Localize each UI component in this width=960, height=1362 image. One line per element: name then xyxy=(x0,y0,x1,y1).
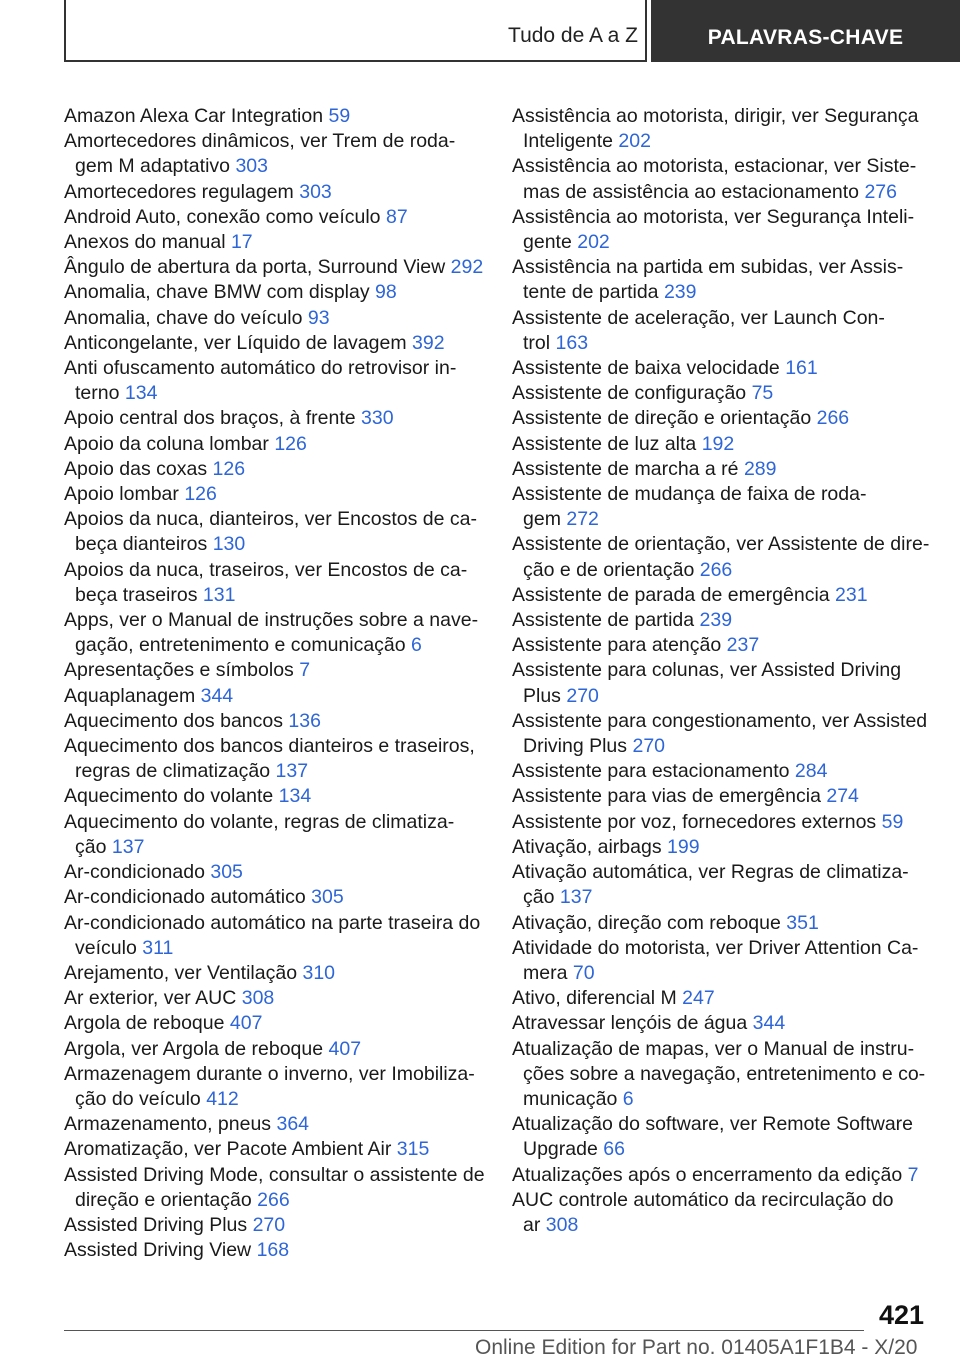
index-entry xyxy=(64,482,489,507)
index-entry-text: Anticongelante, ver Líquido de lavagem xyxy=(64,331,407,354)
page-reference-link[interactable]: 134 xyxy=(124,382,158,405)
index-entry-text: Assistente por voz, fornecedores externos xyxy=(512,810,877,833)
index-entry-text: gem xyxy=(523,508,561,531)
index-entry-text: Ativação automática, ver Regras de climatiza- xyxy=(512,861,909,884)
index-entry-text: Amazon Alexa Car Integration xyxy=(64,105,324,127)
index-entry-text: ção e de orientação xyxy=(523,558,695,581)
index-entry-text: ção xyxy=(75,835,107,858)
index-entry-text: Assistente para colunas, ver Assisted Driving xyxy=(512,659,902,682)
page-reference-link[interactable]: 137 xyxy=(275,760,309,783)
index-entry xyxy=(512,104,932,154)
index-entry-text: Armazenagem durante o inverno, ver Imobiliza- xyxy=(64,1062,475,1085)
page-reference-link[interactable]: 270 xyxy=(252,1213,286,1236)
index-entry-text: beça dianteiros xyxy=(75,533,208,556)
index-entry-text: Assistente de marcha a ré xyxy=(512,457,739,480)
index-entry-text: veículo xyxy=(75,936,137,959)
page-reference-link[interactable]: 266 xyxy=(816,407,850,430)
index-entry-text: Assistente para atenção xyxy=(512,634,722,657)
page-reference-link[interactable]: 6 xyxy=(411,634,422,657)
index-entry-text: Assistente de aceleração, ver Launch Con- xyxy=(512,306,885,329)
footer-rule xyxy=(64,1330,864,1331)
index-entry xyxy=(512,381,932,406)
index-entry-text: ção do veículo xyxy=(75,1087,201,1110)
index-entry-text: Argola, ver Argola de reboque xyxy=(64,1037,324,1060)
index-entry-text: Atualização de mapas, ver o Manual de instru- xyxy=(512,1037,915,1060)
page-reference-link[interactable]: 168 xyxy=(256,1239,290,1262)
index-entry xyxy=(512,356,932,381)
index-entry xyxy=(512,432,932,457)
index-entry-text: Assistência ao motorista, estacionar, ver Siste- xyxy=(512,155,917,178)
page-reference-link[interactable]: 131 xyxy=(202,583,236,606)
page-reference-link[interactable]: 310 xyxy=(302,961,336,984)
index-entry xyxy=(64,961,489,986)
index-entry xyxy=(512,835,932,860)
index-entry-text: Assistente para congestionamento, ver Assisted xyxy=(512,709,928,732)
index-entry-text: Assisted Driving Plus xyxy=(64,1213,248,1236)
page-reference-link[interactable]: 305 xyxy=(210,861,243,884)
index-entry-text: Atualização do software, ver Remote Software xyxy=(512,1113,914,1136)
index-entry-text: Assistente de partida xyxy=(512,609,695,632)
page-reference-link[interactable]: 247 xyxy=(682,987,715,1010)
page-reference-link[interactable]: 59 xyxy=(881,810,904,833)
index-entry-text: Assisted Driving View xyxy=(64,1239,252,1262)
page-reference-link[interactable]: 239 xyxy=(663,281,697,304)
index-entry xyxy=(64,658,489,683)
index-entry xyxy=(512,255,932,305)
index-entry xyxy=(64,432,489,457)
index-entry xyxy=(64,406,489,431)
index-entry-text: Assistente de mudança de faixa de roda- xyxy=(512,483,867,506)
index-entry-text: Anti ofuscamento automático do retrovisor in- xyxy=(64,357,457,380)
index-entry xyxy=(64,1037,489,1062)
index-entry xyxy=(64,331,489,356)
index-entry xyxy=(512,911,932,936)
page-reference-link[interactable]: 311 xyxy=(142,936,174,959)
page-reference-link[interactable]: 303 xyxy=(235,155,268,178)
index-entry-text: Assistência ao motorista, ver Segurança Inteli- xyxy=(512,205,915,228)
index-entry-text: Apoio das coxas xyxy=(64,457,208,480)
index-entry xyxy=(64,784,489,809)
page-reference-link[interactable]: 412 xyxy=(206,1087,239,1110)
index-entry-text: Aquecimento dos bancos dianteiros e traseiros, xyxy=(64,735,475,758)
page-reference-link[interactable]: 199 xyxy=(667,835,700,858)
page-reference-link[interactable]: 272 xyxy=(566,508,599,531)
index-entry xyxy=(64,180,489,205)
page-reference-link[interactable]: 137 xyxy=(559,886,593,909)
index-entry xyxy=(64,860,489,885)
index-entry xyxy=(512,1188,932,1238)
index-entry-text: Ar-condicionado xyxy=(64,861,205,884)
index-entry xyxy=(64,734,489,784)
index-entry-text: Amortecedores regulagem xyxy=(64,180,294,203)
index-entry-text: Android Auto, conexão como veículo xyxy=(64,205,381,228)
index-entry-text: Assistente de orientação, ver Assistente de dire- xyxy=(512,533,930,556)
page-reference-link[interactable]: 344 xyxy=(752,1012,786,1035)
page-reference-link[interactable]: 70 xyxy=(572,961,595,984)
page-reference-link[interactable]: 163 xyxy=(555,331,589,354)
index-entry-text: Apoios da nuca, dianteiros, ver Encostos de ca- xyxy=(64,508,477,531)
page-reference-link[interactable]: 134 xyxy=(278,785,312,808)
page-reference-link[interactable]: 93 xyxy=(307,306,330,329)
index-column-right xyxy=(512,104,932,1238)
index-entry-text: Ar exterior, ver AUC xyxy=(64,987,237,1010)
index-entry-text: Apresentações e símbolos xyxy=(64,659,294,682)
index-entry xyxy=(512,306,932,356)
index-entry xyxy=(512,608,932,633)
index-entry-text: Ar-condicionado automático xyxy=(64,886,306,909)
index-entry-text: gem M adaptativo xyxy=(75,155,231,178)
index-entry xyxy=(512,532,932,582)
page-reference-link[interactable]: 266 xyxy=(699,558,733,581)
index-entry-text: Apoio da coluna lombar xyxy=(64,432,269,455)
index-entry-text: Ativo, diferencial M xyxy=(512,987,677,1010)
index-entry xyxy=(64,709,489,734)
page-reference-link[interactable]: 308 xyxy=(545,1213,579,1236)
page-number: 421 xyxy=(878,1300,924,1330)
page-reference-link[interactable]: 137 xyxy=(111,835,145,858)
page-reference-link[interactable]: 276 xyxy=(864,180,897,203)
page-reference-link[interactable]: 364 xyxy=(276,1113,310,1136)
index-entry xyxy=(512,986,932,1011)
index-entry-text: Atualizações após o encerramento da edição xyxy=(512,1163,903,1186)
page-reference-link[interactable]: 344 xyxy=(200,684,234,707)
page-reference-link[interactable]: 289 xyxy=(743,457,777,480)
index-entry-text: Plus xyxy=(523,684,561,707)
index-entry-text: ção xyxy=(523,886,555,909)
index-entry-text: Ativação, direção com reboque xyxy=(512,911,781,934)
index-entry xyxy=(512,406,932,431)
index-entry xyxy=(64,1163,489,1213)
index-entry-text: Ativação, airbags xyxy=(512,835,662,858)
index-entry xyxy=(64,306,489,331)
index-entry-text: Assistente de luz alta xyxy=(512,432,697,455)
page-reference-link[interactable]: 392 xyxy=(412,331,445,354)
index-entry-text: Aquecimento do volante xyxy=(64,785,274,808)
page-reference-link[interactable]: 315 xyxy=(396,1138,430,1161)
index-entry xyxy=(64,1112,489,1137)
index-entry-text: mas de assistência ao estacionamento xyxy=(523,180,860,203)
index-entry-text: Apoio central dos braços, à frente xyxy=(64,407,356,430)
chapter-tab-label: PALAVRAS-CHAVE xyxy=(707,26,904,49)
index-entry-text: regras de climatização xyxy=(75,760,271,783)
index-entry-text: Anomalia, chave do veículo xyxy=(64,306,303,329)
index-entry-text: mera xyxy=(523,961,568,984)
index-entry-text: AUC controle automático da recirculação do xyxy=(512,1188,894,1211)
index-entry xyxy=(512,457,932,482)
page-reference-link[interactable]: 126 xyxy=(212,457,246,480)
index-entry xyxy=(64,558,489,608)
index-entry xyxy=(64,1137,489,1162)
page-reference-link[interactable]: 87 xyxy=(385,205,408,228)
index-entry-text: Armazenamento, pneus xyxy=(64,1113,272,1136)
index-entry-text: Apoios da nuca, traseiros, ver Encostos de ca- xyxy=(64,558,468,581)
page-reference-link[interactable]: 17 xyxy=(230,231,253,254)
index-entry xyxy=(64,129,489,179)
index-entry-text: Assistente para estacionamento xyxy=(512,760,790,783)
index-entry-text: Arejamento, ver Ventilação xyxy=(64,961,298,984)
index-entry xyxy=(64,1213,489,1238)
index-entry-text: ções sobre a navegação, entretenimento e co- xyxy=(523,1062,926,1085)
index-entry xyxy=(512,1112,932,1162)
index-entry-text: Anexos do manual xyxy=(64,231,226,254)
index-entry-text: Assisted Driving Mode, consultar o assistente de xyxy=(64,1163,485,1186)
index-entry xyxy=(512,1011,932,1036)
index-entry xyxy=(512,482,932,532)
page-reference-link[interactable]: 231 xyxy=(835,583,868,606)
page-reference-link[interactable]: 237 xyxy=(726,634,760,657)
index-entry-text: Assistência ao motorista, dirigir, ver Segurança xyxy=(512,105,919,127)
page-reference-link[interactable]: 284 xyxy=(794,760,828,783)
page-reference-link[interactable]: 351 xyxy=(786,911,819,934)
index-entry xyxy=(64,986,489,1011)
footer-edition-text: Online Edition for Part no. 01405A1F1B4 - X/20 xyxy=(475,1336,918,1359)
index-entry-text: Apoio lombar xyxy=(64,483,179,506)
page-reference-link[interactable]: 75 xyxy=(751,382,774,405)
index-entry xyxy=(512,709,932,759)
index-entry-text: Assistente de parada de emergência xyxy=(512,583,830,606)
index-entry xyxy=(64,507,489,557)
chapter-tab[interactable] xyxy=(651,0,960,62)
page-reference-link[interactable]: 192 xyxy=(701,432,735,455)
index-entry-text: Assistência na partida em subidas, ver Assis- xyxy=(512,256,904,279)
index-entry xyxy=(512,205,932,255)
index-entry xyxy=(512,1163,932,1188)
index-entry-text: tente de partida xyxy=(523,281,659,304)
index-entry xyxy=(64,205,489,230)
index-entry-text: Anomalia, chave BMW com display xyxy=(64,281,370,304)
index-entry xyxy=(512,810,932,835)
page-reference-link[interactable]: 126 xyxy=(184,483,217,506)
page-reference-link[interactable]: 330 xyxy=(361,407,394,430)
index-entry xyxy=(64,885,489,910)
index-entry xyxy=(512,633,932,658)
index-entry-text: Aquecimento dos bancos xyxy=(64,709,283,732)
index-entry xyxy=(64,280,489,305)
page-reference-link[interactable]: 136 xyxy=(288,709,321,732)
page-reference-link[interactable]: 202 xyxy=(618,130,651,153)
index-entry xyxy=(64,911,489,961)
index-entry-text: Assistente de direção e orientação xyxy=(512,407,812,430)
page-reference-link[interactable]: 407 xyxy=(328,1037,362,1060)
page-reference-link[interactable]: 126 xyxy=(274,432,307,455)
index-entry xyxy=(64,104,489,129)
index-entry xyxy=(64,1238,489,1263)
index-entry-text: trol xyxy=(523,331,551,354)
page-reference-link[interactable]: 292 xyxy=(450,256,484,279)
index-entry xyxy=(512,860,932,910)
page-reference-link[interactable]: 7 xyxy=(907,1163,919,1186)
index-entry xyxy=(64,684,489,709)
page-reference-link[interactable]: 274 xyxy=(826,785,859,808)
index-entry xyxy=(64,1011,489,1036)
index-entry xyxy=(64,608,489,658)
index-entry xyxy=(64,255,489,280)
index-entry-text: Assistente de baixa velocidade xyxy=(512,357,780,380)
index-entry-text: Aromatização, ver Pacote Ambient Air xyxy=(64,1138,392,1161)
index-entry xyxy=(64,1062,489,1112)
index-entry xyxy=(512,936,932,986)
index-entry xyxy=(64,810,489,860)
page-reference-link[interactable]: 308 xyxy=(241,987,275,1010)
index-entry-text: Aquaplanagem xyxy=(64,684,196,707)
index-entry-text: ar xyxy=(523,1213,541,1236)
page-reference-link[interactable]: 130 xyxy=(212,533,246,556)
index-entry-text: gente xyxy=(523,231,572,254)
index-entry-text: Assistente de configuração xyxy=(512,382,747,405)
index-entry-text: Driving Plus xyxy=(523,735,628,758)
index-entry-text: Ângulo de abertura da porta, Surround View xyxy=(64,256,446,279)
index-entry xyxy=(64,356,489,406)
page-reference-link[interactable]: 270 xyxy=(566,684,599,707)
index-entry-text: Argola de reboque xyxy=(64,1012,225,1035)
page-reference-link[interactable]: 270 xyxy=(632,735,666,758)
index-entry-text: gação, entretenimento e comunicação xyxy=(75,634,406,657)
index-entry-text: direção e orientação xyxy=(75,1188,252,1211)
page-reference-link[interactable]: 305 xyxy=(311,886,344,909)
page-reference-link[interactable]: 202 xyxy=(577,231,610,254)
index-entry xyxy=(512,583,932,608)
index-entry xyxy=(512,759,932,784)
index-entry-text: Atravessar lençóis de água xyxy=(512,1012,748,1035)
index-entry-text: Amortecedores dinâmicos, ver Trem de roda- xyxy=(64,130,456,153)
index-entry xyxy=(512,1037,932,1113)
page-reference-link[interactable]: 161 xyxy=(785,357,818,380)
page-reference-link[interactable]: 239 xyxy=(699,609,733,632)
page-reference-link[interactable]: 303 xyxy=(299,180,332,203)
index-entry-text: Ar-condicionado automático na parte traseira do xyxy=(64,911,481,934)
index-entry xyxy=(64,230,489,255)
index-entry-text: Aquecimento do volante, regras de climatiza- xyxy=(64,810,455,833)
page-reference-link[interactable]: 6 xyxy=(622,1087,634,1110)
index-entry-text: Atividade do motorista, ver Driver Attention Ca- xyxy=(512,936,919,959)
index-entry xyxy=(512,154,932,204)
index-entry xyxy=(512,658,932,708)
page-reference-link[interactable]: 7 xyxy=(299,659,311,682)
page-reference-link[interactable]: 59 xyxy=(328,105,351,127)
index-entry-text: terno xyxy=(75,382,120,405)
page-reference-link[interactable]: 266 xyxy=(257,1188,290,1211)
section-title: Tudo de A a Z xyxy=(508,24,638,47)
index-entry-text: Inteligente xyxy=(523,130,613,153)
index-entry-text: Upgrade xyxy=(523,1138,598,1161)
page-reference-link[interactable]: 66 xyxy=(603,1138,625,1161)
page-reference-link[interactable]: 98 xyxy=(375,281,397,304)
index-entry-text: Assistente para vias de emergência xyxy=(512,785,821,808)
index-entry xyxy=(512,784,932,809)
index-entry-text: municação xyxy=(523,1087,618,1110)
index-column-left xyxy=(64,104,489,1263)
index-entry-text: beça traseiros xyxy=(75,583,198,606)
page-reference-link[interactable]: 407 xyxy=(229,1012,263,1035)
index-entry xyxy=(64,457,489,482)
index-entry-text: Apps, ver o Manual de instruções sobre a nave- xyxy=(64,609,479,632)
